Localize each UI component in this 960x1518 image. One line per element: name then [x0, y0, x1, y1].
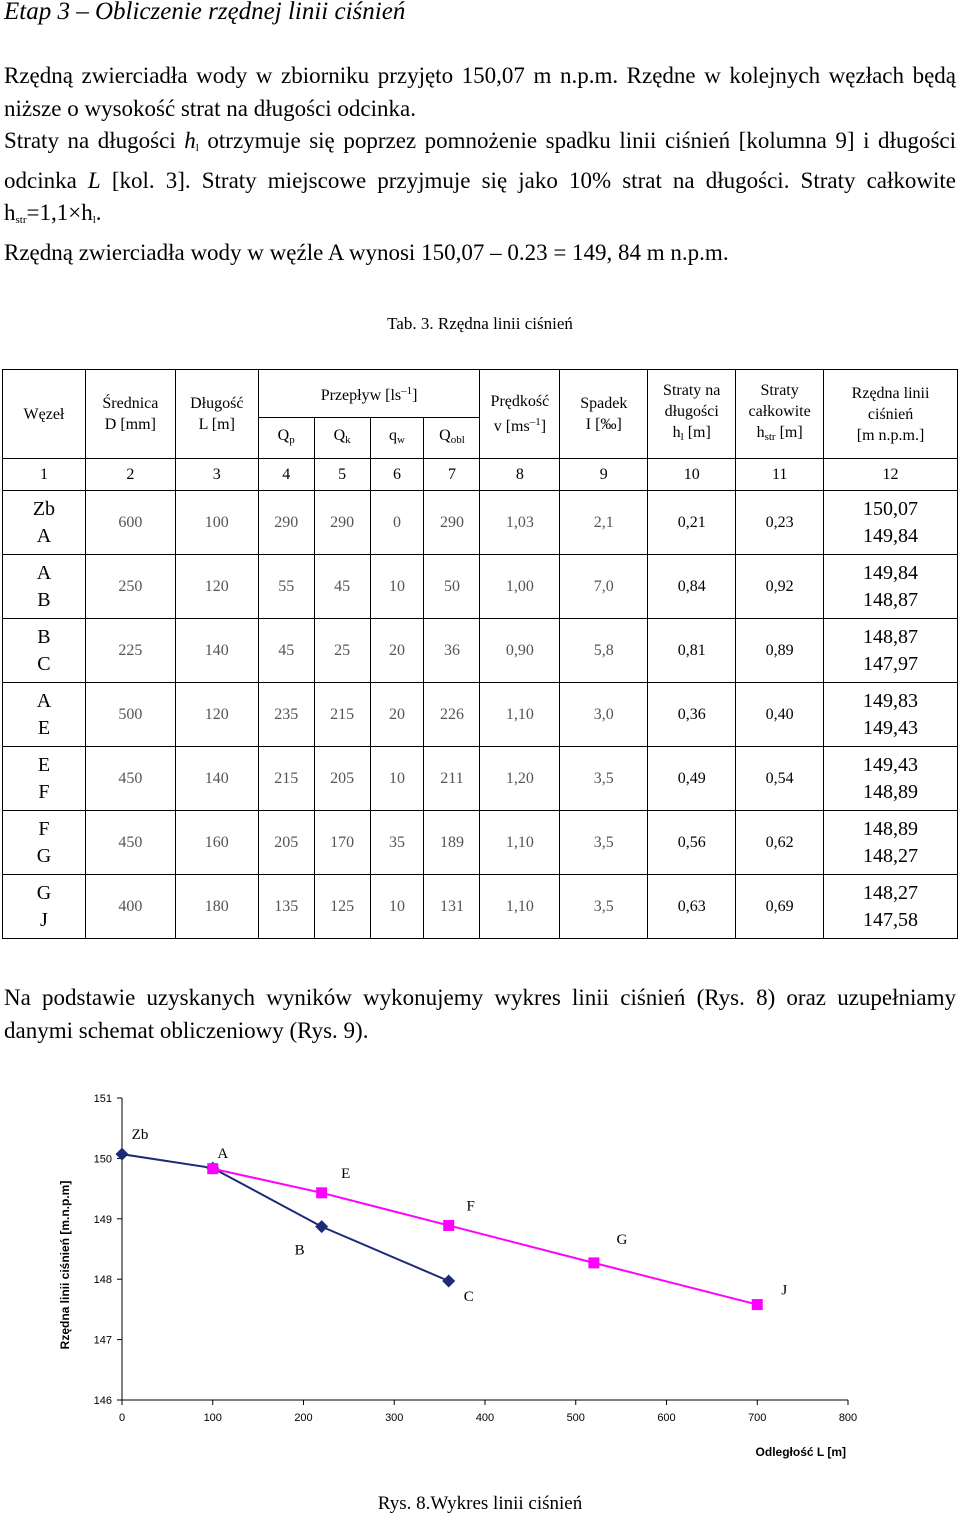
y-tick-label: 151	[93, 1093, 112, 1105]
cell-qp: 235	[258, 683, 314, 747]
cell-spadek: 5,8	[560, 619, 648, 683]
point-label-g: G	[616, 1231, 628, 1248]
cell-qk: 205	[314, 747, 370, 811]
header-text: I [‰]	[585, 416, 622, 433]
cell-straty-calkowite: 0,92	[736, 555, 824, 619]
column-number: 4	[258, 459, 314, 491]
data-point-diamond	[442, 1275, 455, 1288]
cell-qp: 205	[258, 811, 314, 875]
cell-wezel	[3, 683, 86, 747]
node-from: Zb	[32, 497, 56, 520]
cell-straty-calkowite: 0,23	[736, 491, 824, 555]
node-from: G	[36, 881, 52, 904]
cell-qw: 10	[370, 555, 424, 619]
intro-subscript: str	[15, 214, 27, 226]
elevation-end: 148,87	[863, 588, 919, 611]
cell-qobl: 211	[424, 747, 480, 811]
elevation-end: 148,27	[863, 844, 919, 867]
series-line-1	[213, 1169, 758, 1305]
x-tick-label: 600	[657, 1412, 676, 1424]
header-straty-calkowite	[736, 370, 824, 459]
cell-rzedna	[824, 491, 958, 555]
point-label-c: C	[463, 1289, 474, 1306]
cell-wezel	[3, 555, 86, 619]
cell-srednica: 250	[85, 555, 175, 619]
data-point-square	[443, 1220, 454, 1231]
column-number: 6	[370, 459, 424, 491]
cell-dlugosc: 180	[175, 875, 258, 939]
table-row	[3, 555, 958, 619]
y-tick-label: 147	[93, 1334, 112, 1347]
series-line-0	[122, 1154, 449, 1281]
elevation-start: 148,89	[863, 817, 919, 840]
x-tick-label: 800	[838, 1412, 858, 1424]
figure-caption: Rys. 8.Wykres linii ciśnień	[377, 1493, 583, 1514]
cell-wezel	[3, 491, 86, 555]
elevation-start: 149,83	[863, 689, 919, 712]
column-number: 5	[314, 459, 370, 491]
cell-dlugosc: 160	[175, 811, 258, 875]
x-tick-label: 200	[294, 1412, 313, 1424]
header-text: q	[389, 427, 398, 444]
node-to: F	[38, 780, 50, 803]
cell-qp: 55	[258, 555, 314, 619]
cell-wezel	[3, 875, 86, 939]
cell-straty-dlugosci: 0,49	[648, 747, 736, 811]
table-row	[3, 683, 958, 747]
cell-predkosc: 1,03	[480, 491, 560, 555]
elevation-end: 147,58	[863, 908, 919, 931]
column-number: 11	[736, 459, 824, 491]
cell-spadek: 3,0	[560, 683, 648, 747]
header-srednica	[85, 370, 175, 459]
cell-spadek: 3,5	[560, 875, 648, 939]
point-label-f: F	[466, 1198, 475, 1215]
header-subscript: str	[764, 431, 776, 443]
intro-subscript: l	[195, 142, 199, 154]
header-text: Q	[333, 427, 346, 444]
intro-text: .	[95, 200, 102, 225]
header-rzedna	[824, 370, 958, 459]
intro-line-2	[4, 125, 956, 237]
cell-qw: 10	[370, 875, 424, 939]
intro-text: [kol. 3]. Straty miejscowe przyjmuje się jako 10% strat na długości. Straty całkowite h	[4, 167, 956, 225]
column-number: 8	[480, 459, 560, 491]
header-text: [m]	[775, 424, 803, 441]
node-to: B	[37, 588, 51, 611]
node-to: G	[36, 844, 52, 867]
header-subscript: obl	[450, 434, 465, 446]
elevation-start: 148,87	[863, 625, 919, 648]
cell-straty-calkowite: 0,69	[736, 875, 824, 939]
intro-subscript: l	[92, 214, 96, 226]
cell-spadek: 2,1	[560, 491, 648, 555]
header-subscript: k	[345, 434, 351, 446]
header-text: [m]	[683, 424, 711, 441]
x-tick-label: 700	[748, 1412, 767, 1424]
header-text: Straty na	[663, 382, 721, 399]
cell-qw: 0	[370, 491, 424, 555]
node-from: E	[37, 753, 51, 776]
node-to: C	[37, 652, 51, 675]
cell-straty-calkowite: 0,62	[736, 811, 824, 875]
cell-qp: 290	[258, 491, 314, 555]
cell-qk: 215	[314, 683, 370, 747]
column-number: 1	[3, 459, 86, 491]
cell-straty-dlugosci: 0,81	[648, 619, 736, 683]
elevation-start: 150,07	[863, 497, 919, 520]
cell-srednica: 400	[85, 875, 175, 939]
cell-dlugosc: 120	[175, 555, 258, 619]
header-qk	[314, 418, 370, 459]
cell-rzedna	[824, 683, 958, 747]
header-text: v [ms	[493, 418, 530, 435]
cell-spadek: 3,5	[560, 747, 648, 811]
data-point-square	[752, 1299, 763, 1310]
cell-srednica: 450	[85, 747, 175, 811]
cell-rzedna	[824, 875, 958, 939]
elevation-end: 149,84	[863, 524, 919, 547]
point-label-a: A	[217, 1146, 229, 1163]
cell-dlugosc: 140	[175, 619, 258, 683]
x-tick-label: 500	[566, 1412, 585, 1424]
node-to: E	[37, 716, 51, 739]
header-text: h	[672, 424, 681, 441]
y-tick-label: 150	[93, 1153, 112, 1166]
elevation-end: 149,43	[863, 716, 919, 739]
cell-rzedna	[824, 619, 958, 683]
cell-wezel	[3, 619, 86, 683]
header-subscript: l	[680, 431, 684, 443]
table-caption: Tab. 3. Rzędna linii ciśnień	[387, 314, 573, 333]
cell-srednica: 500	[85, 683, 175, 747]
data-point-square	[588, 1257, 599, 1268]
y-tick-label: 149	[93, 1213, 112, 1226]
cell-predkosc: 1,10	[480, 683, 560, 747]
header-subscript: w	[397, 434, 405, 446]
intro-text: otrzymuje się poprzez pomnożenie spadku linii ciśnień [kolumna 9] i długości odcinka	[4, 128, 956, 193]
elevation-end: 147,97	[863, 652, 919, 675]
header-text: ]	[540, 418, 547, 435]
x-tick-label: 400	[475, 1412, 495, 1424]
cell-qobl: 226	[424, 683, 480, 747]
column-number: 9	[560, 459, 648, 491]
node-from: F	[38, 817, 50, 840]
table-row	[3, 491, 958, 555]
intro-text: =1,1×h	[26, 200, 93, 225]
table-row	[3, 619, 958, 683]
cell-qw: 20	[370, 683, 424, 747]
node-to: J	[40, 908, 48, 931]
header-text: D [mm]	[104, 416, 156, 433]
intro-symbol: h	[184, 128, 196, 153]
header-straty-dlugosci	[648, 370, 736, 459]
cell-spadek: 3,5	[560, 811, 648, 875]
header-text: Przepływ [ls	[320, 387, 402, 404]
intro-symbol: L	[87, 167, 101, 193]
header-wezel: Węzeł	[3, 370, 86, 459]
point-label-zb: Zb	[131, 1127, 149, 1144]
section-heading: Etap 3 – Obliczenie rzędnej linii ciśnień	[4, 0, 406, 25]
table-row	[3, 875, 958, 939]
node-from: A	[36, 689, 52, 712]
cell-straty-dlugosci: 0,63	[648, 875, 736, 939]
cell-srednica: 600	[85, 491, 175, 555]
point-label-b: B	[294, 1242, 305, 1259]
header-text: Długość	[190, 395, 244, 412]
cell-straty-calkowite: 0,54	[736, 747, 824, 811]
header-spadek	[560, 370, 648, 459]
y-tick-label: 146	[93, 1395, 112, 1407]
header-exponent: –1	[529, 416, 541, 428]
cell-qobl: 131	[424, 875, 480, 939]
cell-wezel	[3, 811, 86, 875]
header-qobl	[424, 418, 480, 459]
cell-predkosc: 1,20	[480, 747, 560, 811]
header-text: Q	[277, 427, 290, 444]
header-predkosc	[480, 370, 560, 459]
cell-straty-dlugosci: 0,36	[648, 683, 736, 747]
column-number-row	[3, 459, 958, 491]
intro-line-3: Rzędną zwierciadła wody w węźle A wynosi 150,07 – 0.23 = 149, 84 m n.p.m.	[4, 239, 729, 265]
cell-rzedna	[824, 811, 958, 875]
table-row	[3, 747, 958, 811]
column-number: 7	[424, 459, 480, 491]
header-text: [m n.p.m.]	[856, 426, 925, 444]
y-tick-label: 148	[93, 1274, 112, 1287]
header-text: Straty	[760, 382, 799, 399]
point-label-j: J	[781, 1282, 788, 1299]
x-tick-label: 100	[203, 1412, 222, 1424]
data-point-square	[316, 1187, 327, 1198]
table-row	[3, 811, 958, 875]
cell-predkosc: 1,10	[480, 811, 560, 875]
header-text: ciśnień	[867, 405, 914, 423]
elevation-start: 149,84	[863, 561, 919, 584]
cell-spadek: 7,0	[560, 555, 648, 619]
data-point-square	[207, 1163, 218, 1174]
cell-qobl: 36	[424, 619, 480, 683]
x-axis-label: Odległość L [m]	[755, 1445, 846, 1459]
cell-qobl: 50	[424, 555, 480, 619]
header-przeplyw	[258, 370, 480, 418]
header-text: całkowite	[748, 403, 811, 420]
column-number: 12	[824, 459, 958, 491]
y-axis-label: Rzędna linii ciśnień [m.n.p.m]	[58, 1180, 72, 1350]
pressure-line-chart	[0, 1080, 960, 1490]
cell-qk: 290	[314, 491, 370, 555]
column-number: 10	[648, 459, 736, 491]
x-tick-label: 0	[118, 1412, 126, 1424]
header-qp	[258, 418, 314, 459]
cell-dlugosc: 120	[175, 683, 258, 747]
header-text: Spadek	[580, 395, 628, 412]
cell-predkosc: 1,00	[480, 555, 560, 619]
header-qw	[370, 418, 424, 459]
point-label-e: E	[341, 1165, 351, 1182]
x-tick-label: 300	[385, 1412, 404, 1424]
cell-qk: 45	[314, 555, 370, 619]
elevation-end: 148,89	[863, 780, 919, 803]
cell-dlugosc: 140	[175, 747, 258, 811]
cell-qw: 35	[370, 811, 424, 875]
intro-line-1: Rzędną zwierciadła wody w zbiorniku przyjęto 150,07 m n.p.m. Rzędne w kolejnych węzłach będą niższe o wysokość strat na długości odcinka.	[4, 63, 956, 121]
cell-qp: 215	[258, 747, 314, 811]
elevation-start: 148,27	[863, 881, 919, 904]
conclusion-paragraph: Na podstawie uzyskanych wyników wykonujemy wykres linii ciśnień (Rys. 8) oraz uzupełniamy danymi schemat obliczeniowy (Rys. 9).	[4, 985, 956, 1043]
header-text: Prędkość	[490, 393, 550, 410]
cell-qk: 125	[314, 875, 370, 939]
cell-straty-calkowite: 0,89	[736, 619, 824, 683]
node-from: B	[37, 625, 51, 648]
cell-qw: 10	[370, 747, 424, 811]
cell-qobl: 189	[424, 811, 480, 875]
header-exponent: –1	[401, 385, 413, 397]
cell-wezel	[3, 747, 86, 811]
intro-paragraph	[4, 60, 956, 269]
cell-straty-dlugosci: 0,56	[648, 811, 736, 875]
column-number: 2	[85, 459, 175, 491]
header-text: długości	[664, 403, 719, 420]
elevation-start: 149,43	[863, 753, 919, 776]
header-dlugosc	[175, 370, 258, 459]
cell-srednica: 225	[85, 619, 175, 683]
cell-qp: 135	[258, 875, 314, 939]
node-from: A	[36, 561, 52, 584]
intro-text: Straty na długości	[4, 128, 185, 153]
header-text: ]	[412, 387, 418, 404]
header-text: h	[756, 424, 765, 441]
cell-qk: 25	[314, 619, 370, 683]
cell-dlugosc: 100	[175, 491, 258, 555]
cell-qobl: 290	[424, 491, 480, 555]
cell-rzedna	[824, 555, 958, 619]
cell-straty-dlugosci: 0,21	[648, 491, 736, 555]
header-text: Q	[439, 427, 451, 444]
pressure-line-table	[2, 369, 958, 939]
header-text: Rzędna linii	[851, 384, 930, 402]
cell-srednica: 450	[85, 811, 175, 875]
cell-straty-calkowite: 0,40	[736, 683, 824, 747]
header-text: Średnica	[102, 395, 159, 412]
cell-predkosc: 0,90	[480, 619, 560, 683]
cell-rzedna	[824, 747, 958, 811]
node-to: A	[36, 524, 52, 547]
cell-qw: 20	[370, 619, 424, 683]
data-point-diamond	[315, 1220, 328, 1233]
column-number: 3	[175, 459, 258, 491]
cell-qk: 170	[314, 811, 370, 875]
cell-predkosc: 1,10	[480, 875, 560, 939]
header-subscript: p	[289, 434, 295, 446]
header-text: L [m]	[198, 416, 235, 433]
cell-qp: 45	[258, 619, 314, 683]
cell-straty-dlugosci: 0,84	[648, 555, 736, 619]
